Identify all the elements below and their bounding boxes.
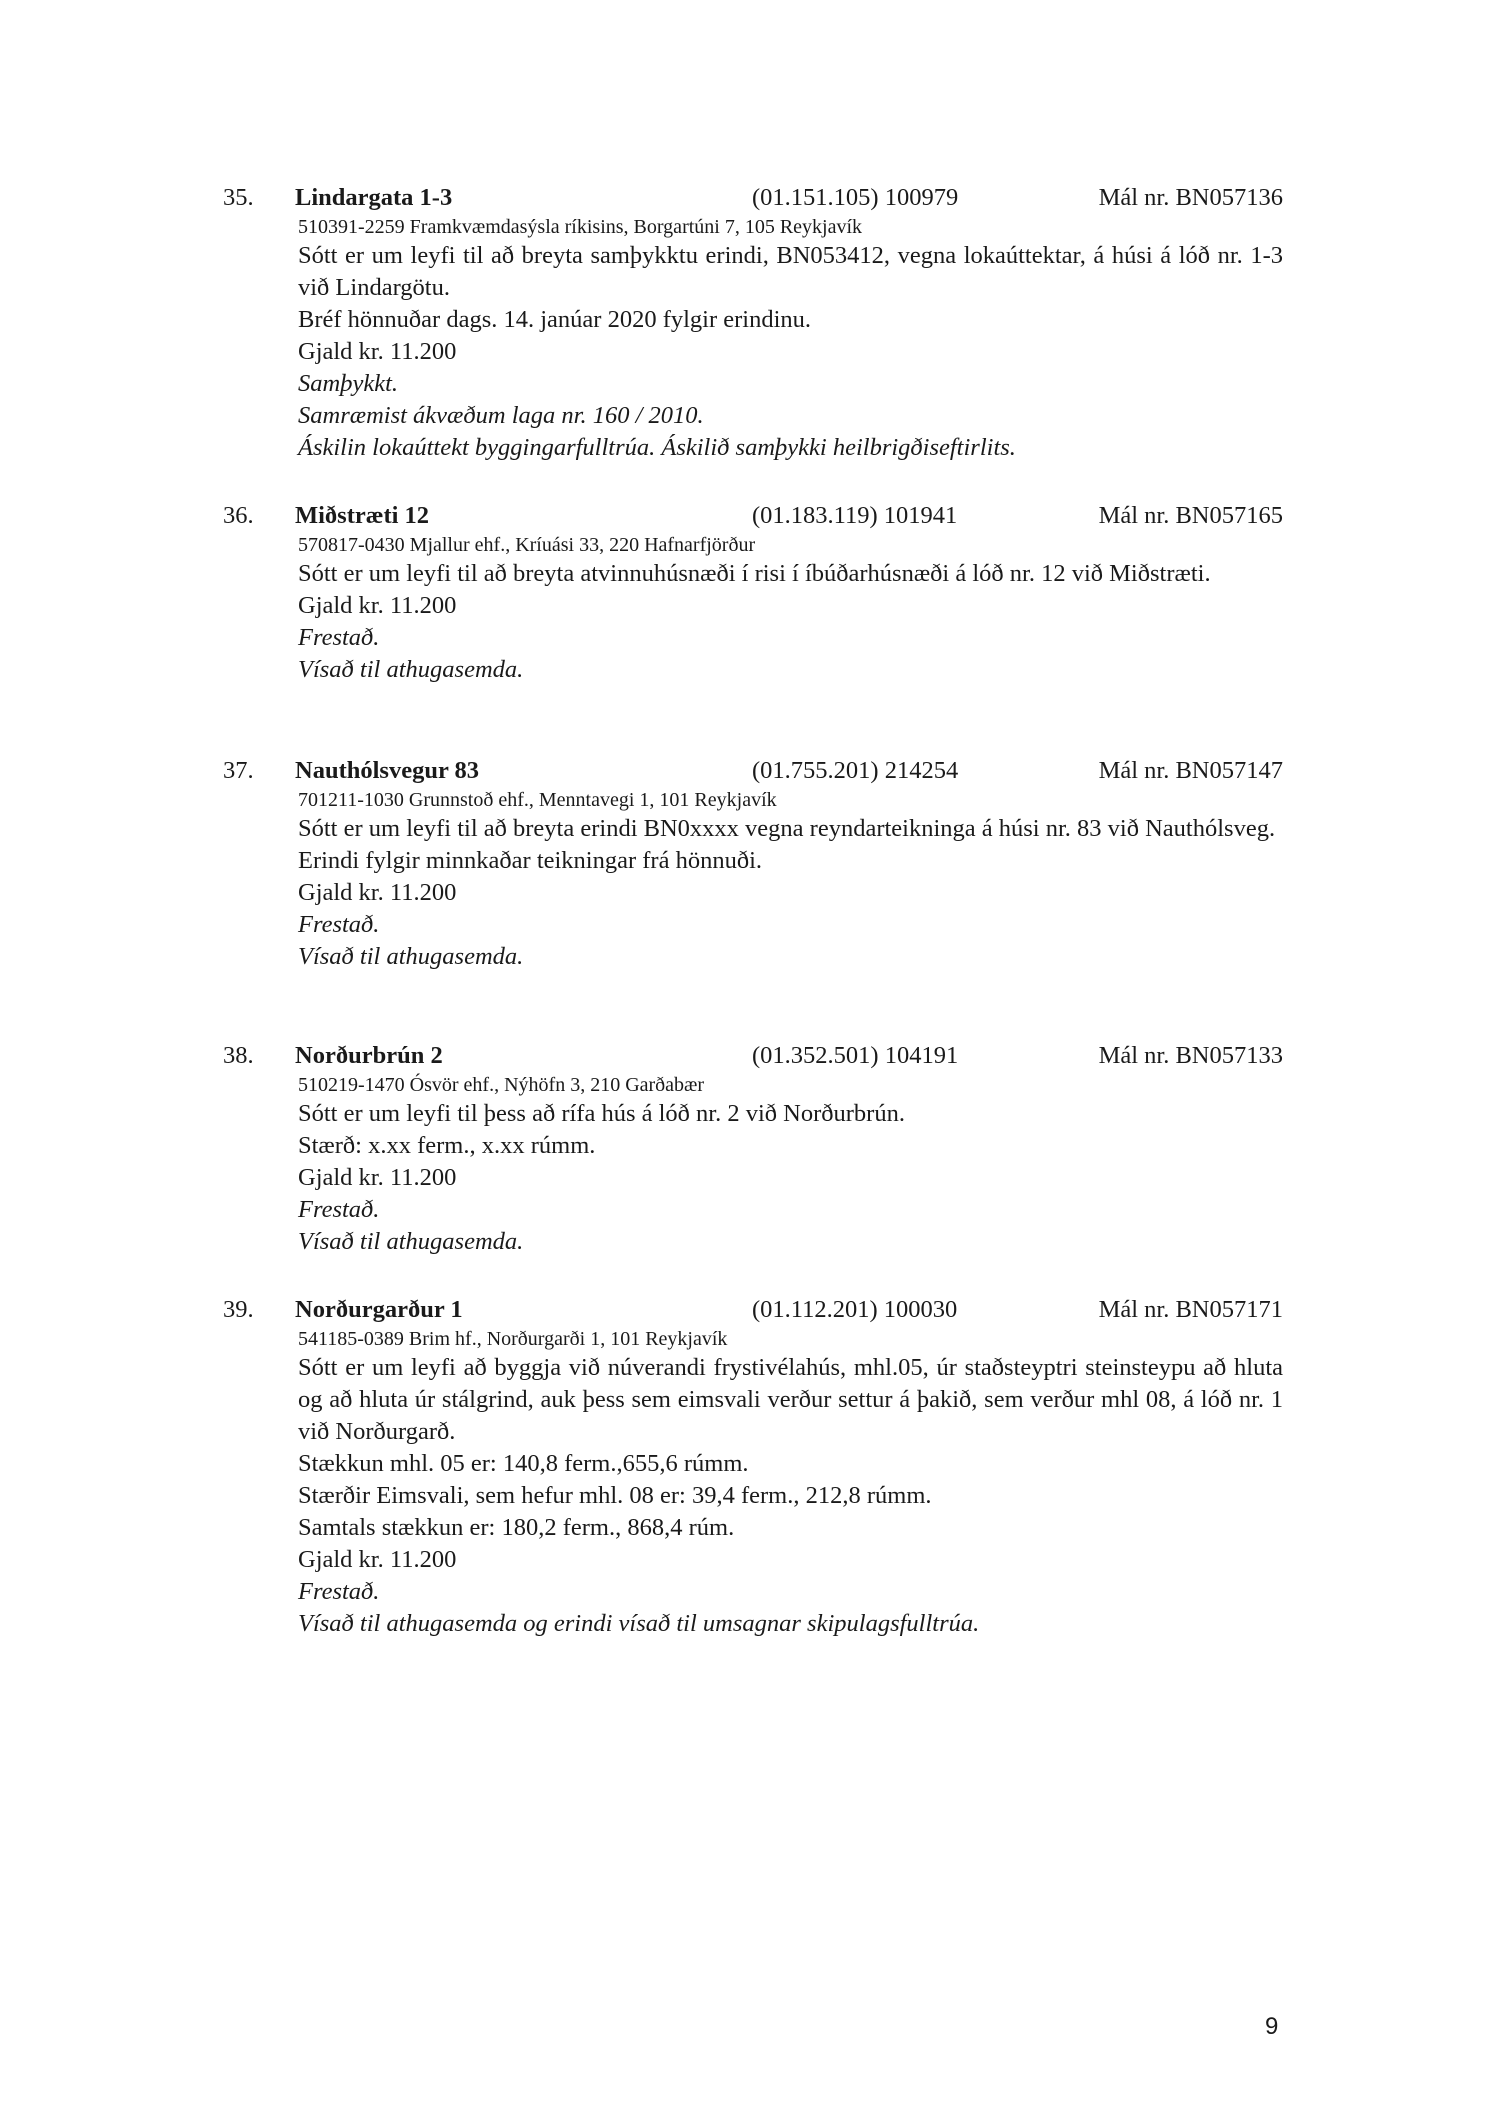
entry-address: Nauthólsvegur 83 — [295, 757, 480, 784]
fee-line: Gjald kr. 11.200 — [298, 879, 457, 906]
entry-body — [298, 1072, 1283, 1258]
description: Sótt er um leyfi til að breyta erindi BN0xxxx vegna reyndarteikninga á húsi nr. 83 við Nauthólsveg. — [298, 815, 1276, 842]
case-entry — [223, 500, 1283, 686]
decision-line: Vísað til athugasemda og erindi vísað til umsagnar skipulagsfulltrúa. — [298, 1610, 980, 1637]
case-entry — [223, 182, 1283, 464]
detail-line: Stækkun mhl. 05 er: 140,8 ferm.,655,6 rúmm. — [298, 1450, 749, 1477]
decision-line: Frestað. — [298, 624, 380, 651]
description: Sótt er um leyfi til að breyta atvinnuhúsnæði í risi í íbúðarhúsnæði á lóð nr. 12 við Miðstræti. — [298, 560, 1211, 587]
decision-line: Vísað til athugasemda. — [298, 1228, 524, 1255]
page-number: 9 — [1265, 2013, 1279, 2040]
entry-header — [223, 500, 1283, 532]
fee-line: Gjald kr. 11.200 — [298, 1546, 457, 1573]
entry-address: Norðurbrún 2 — [295, 1042, 443, 1069]
entry-case-number: Mál nr. BN057165 — [1098, 502, 1283, 529]
description: Sótt er um leyfi til þess að rífa hús á lóð nr. 2 við Norðurbrún. — [298, 1100, 905, 1127]
description: Sótt er um leyfi til að breyta samþykktu erindi, BN053412, vegna lokaúttektar, á húsi á lóð nr. 1-3 við Lindargötu. — [298, 242, 1283, 301]
entry-body — [298, 214, 1283, 464]
entry-number: 39. — [223, 1296, 254, 1323]
fee-line: Gjald kr. 11.200 — [298, 592, 457, 619]
decision-line: Samþykkt. — [298, 370, 398, 397]
decision-line: Áskilin lokaúttekt byggingarfulltrúa. Áskilið samþykki heilbrigðiseftirlits. — [298, 434, 1016, 461]
applicant: 701211-1030 Grunnstoð ehf., Menntavegi 1, 101 Reykjavík — [298, 789, 777, 811]
decision-line: Vísað til athugasemda. — [298, 656, 524, 683]
entry-header — [223, 182, 1283, 214]
entry-case-number: Mál nr. BN057171 — [1098, 1296, 1283, 1323]
detail-line: Bréf hönnuðar dags. 14. janúar 2020 fylgir erindinu. — [298, 306, 812, 333]
entry-case-number: Mál nr. BN057147 — [1098, 757, 1283, 784]
fee-line: Gjald kr. 11.200 — [298, 338, 457, 365]
applicant: 570817-0430 Mjallur ehf., Kríuási 33, 220 Hafnarfjörður — [298, 534, 756, 556]
entry-number: 37. — [223, 757, 254, 784]
entry-number: 36. — [223, 502, 254, 529]
entry-property-ref: (01.183.119) 101941 — [752, 502, 958, 529]
fee-line: Gjald kr. 11.200 — [298, 1164, 457, 1191]
entry-property-ref: (01.151.105) 100979 — [752, 184, 959, 211]
entry-property-ref: (01.755.201) 214254 — [752, 757, 959, 784]
applicant: 541185-0389 Brim hf., Norðurgarði 1, 101 Reykjavík — [298, 1328, 728, 1350]
detail-line: Samtals stækkun er: 180,2 ferm., 868,4 rúm. — [298, 1514, 735, 1541]
detail-line: Stærð: x.xx ferm., x.xx rúmm. — [298, 1132, 596, 1159]
entry-case-number: Mál nr. BN057133 — [1098, 1042, 1283, 1069]
entry-header — [223, 755, 1283, 787]
entry-case-number: Mál nr. BN057136 — [1098, 184, 1283, 211]
entry-header — [223, 1040, 1283, 1072]
detail-line: Erindi fylgir minnkaðar teikningar frá hönnuði. — [298, 847, 763, 874]
entry-body — [298, 787, 1283, 973]
entry-body — [298, 1326, 1283, 1640]
detail-line: Stærðir Eimsvali, sem hefur mhl. 08 er: 39,4 ferm., 212,8 rúmm. — [298, 1482, 932, 1509]
entry-body — [298, 532, 1283, 686]
entry-address: Lindargata 1-3 — [295, 184, 453, 211]
entry-number: 35. — [223, 184, 254, 211]
entry-address: Norðurgarður 1 — [295, 1296, 463, 1323]
entry-header — [223, 1294, 1283, 1326]
case-entry — [223, 755, 1283, 973]
applicant: 510391-2259 Framkvæmdasýsla ríkisins, Borgartúni 7, 105 Reykjavík — [298, 216, 863, 238]
decision-line: Vísað til athugasemda. — [298, 943, 524, 970]
entry-property-ref: (01.112.201) 100030 — [752, 1296, 958, 1323]
case-entry — [223, 1040, 1283, 1258]
decision-line: Samræmist ákvæðum laga nr. 160 / 2010. — [298, 402, 704, 429]
description: Sótt er um leyfi að byggja við núverandi frystivélahús, mhl.05, úr staðsteyptri steinsteypu að hluta og að hluta úr stálgrind, auk þess sem eimsvali verður settur á þakið, sem verður mhl 08, á lóð nr. 1 við Norðurgarð. — [298, 1354, 1283, 1445]
entry-property-ref: (01.352.501) 104191 — [752, 1042, 959, 1069]
decision-line: Frestað. — [298, 1578, 380, 1605]
entry-address: Miðstræti 12 — [295, 502, 430, 529]
decision-line: Frestað. — [298, 1196, 380, 1223]
applicant: 510219-1470 Ósvör ehf., Nýhöfn 3, 210 Garðabær — [298, 1074, 705, 1096]
decision-line: Frestað. — [298, 911, 380, 938]
case-entry — [223, 1294, 1283, 1640]
entry-number: 38. — [223, 1042, 254, 1069]
